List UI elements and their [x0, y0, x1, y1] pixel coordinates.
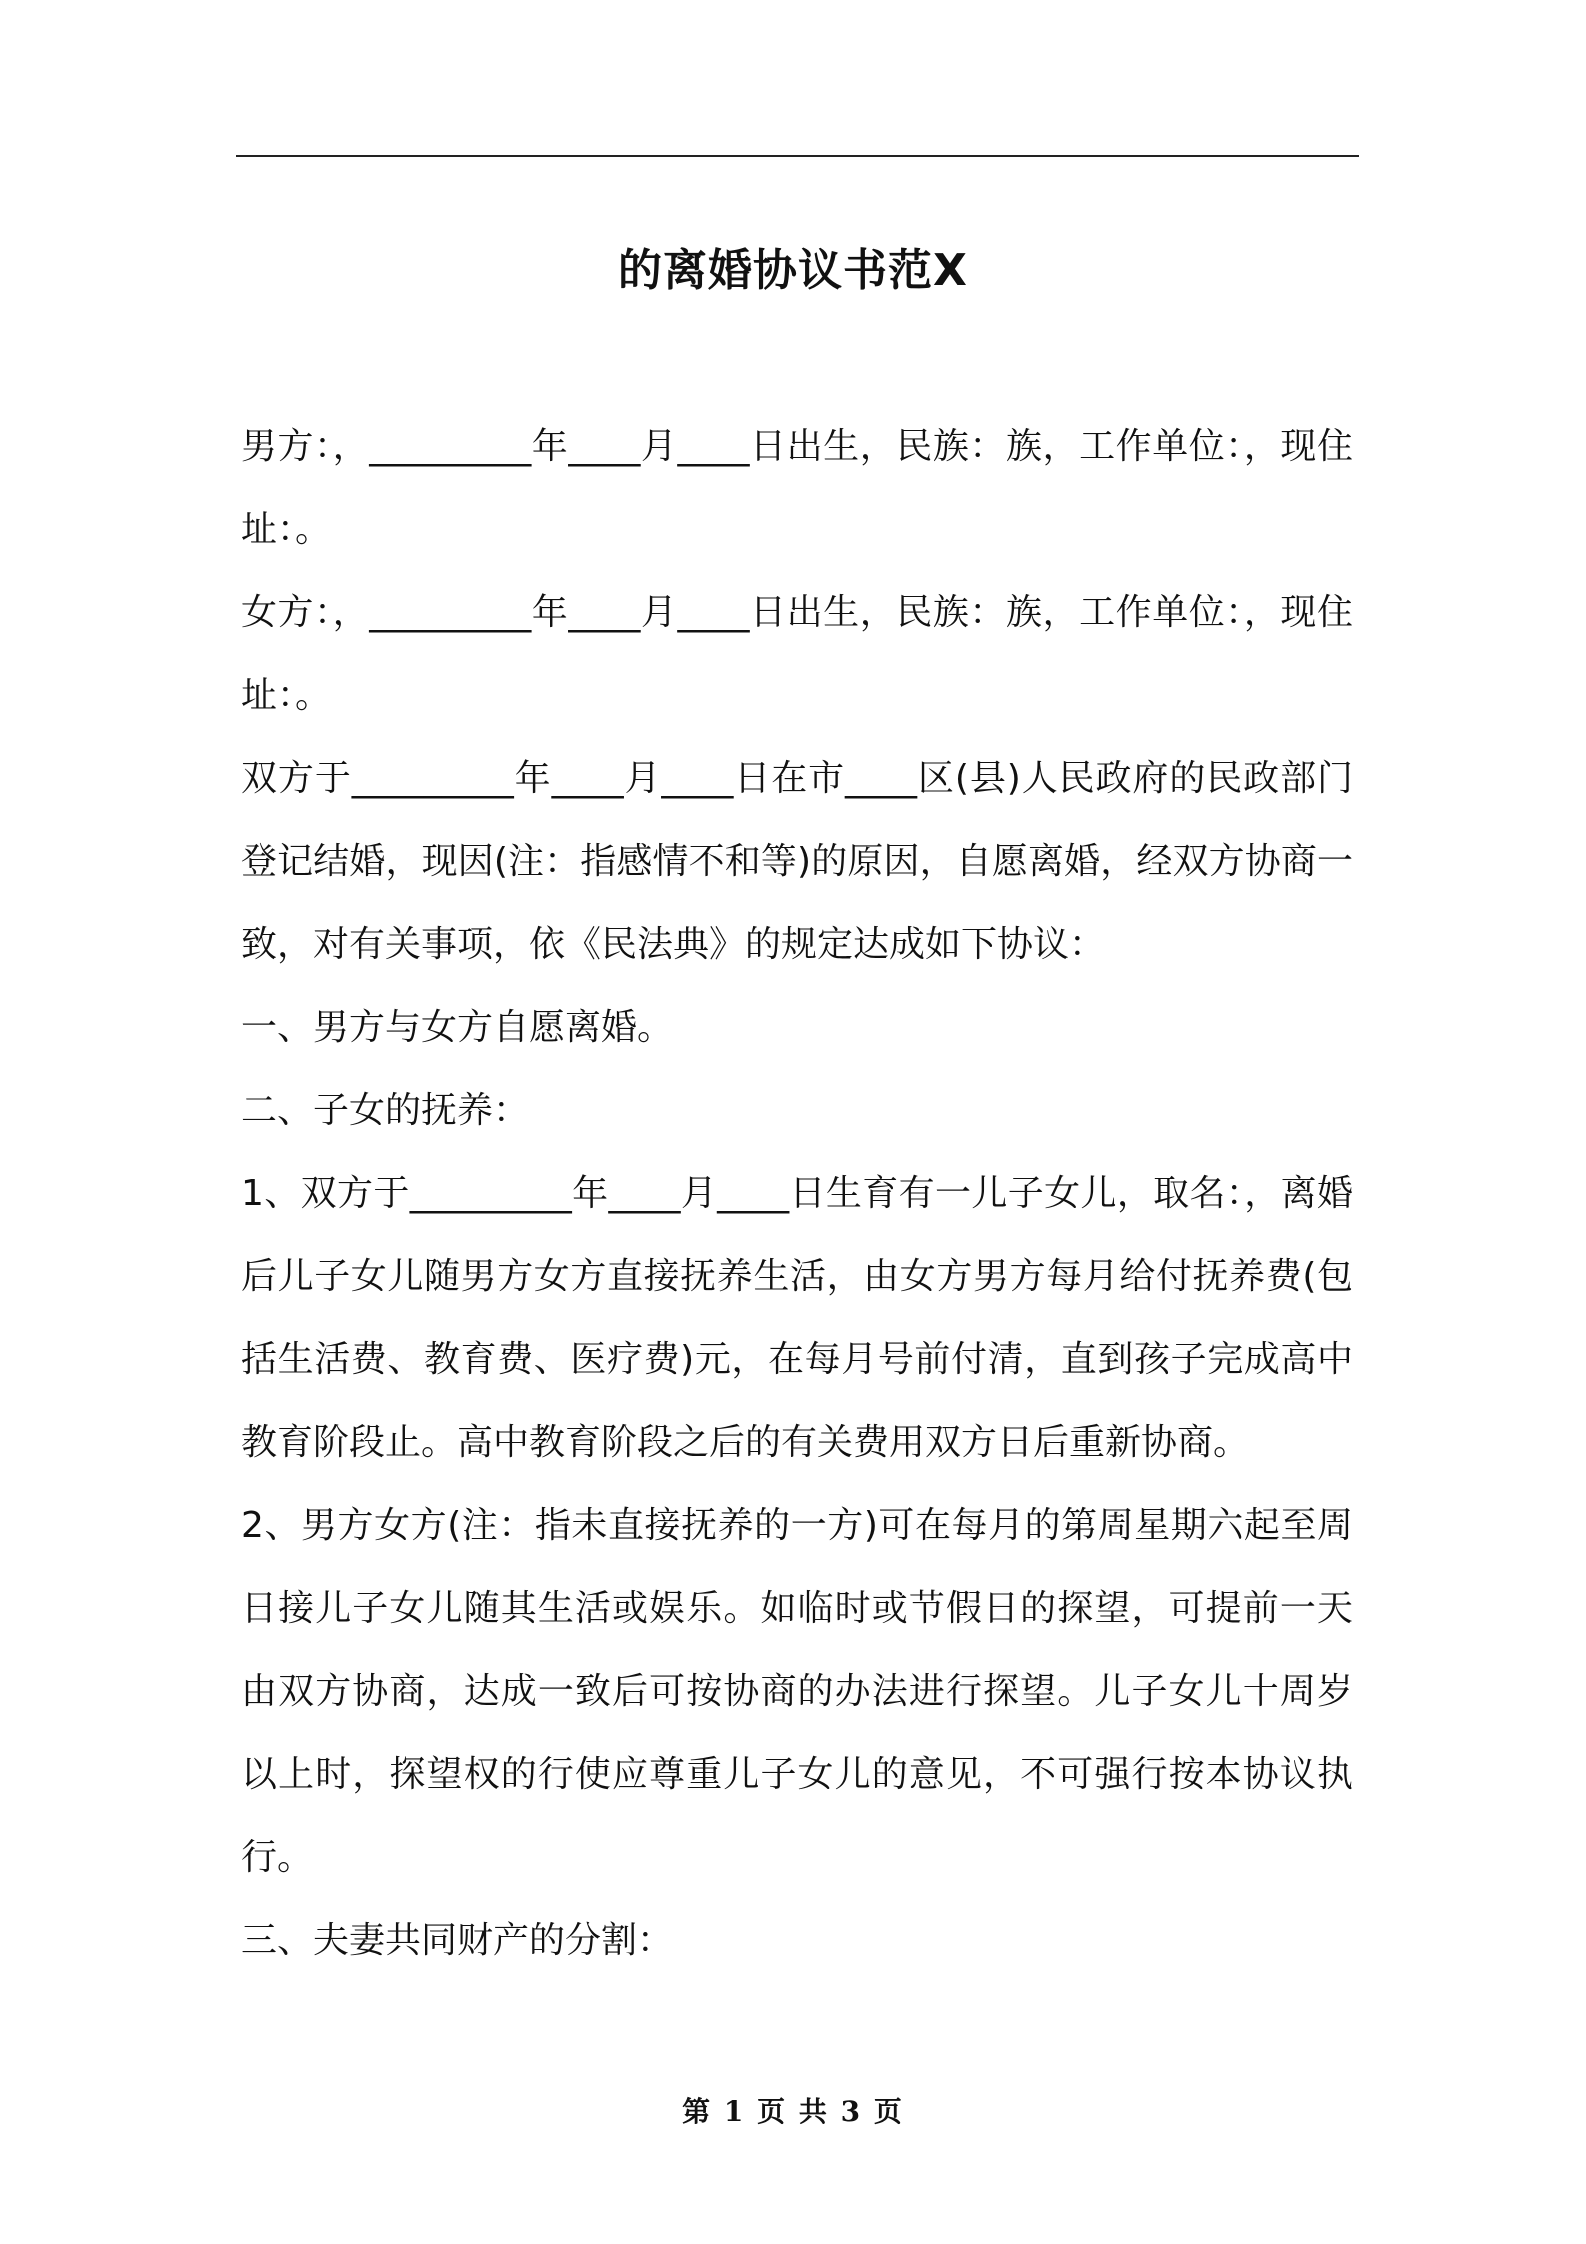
paragraph-marriage-registration: 双方于_________年____月____日在市____区(县)人民政府的民政部门登记结婚，现因(注：指感情不和等)的原因，自愿离婚，经双方协商一致，对有关事项，依《民法典》的规定达成如下协议：: [241, 758, 1353, 965]
page-number-footer: 第 1 页 共 3 页: [682, 2095, 904, 2128]
section-heading-1: 一、男方与女方自愿离婚。: [241, 1007, 674, 1048]
header-rule: [236, 155, 1359, 157]
paragraph-female-party: 女方：，_________年____月____日出生，民族：族，工作单位：，现住址：。: [241, 592, 1353, 716]
paragraph-male-party: 男方：，_________年____月____日出生，民族：族，工作单位：，现住址：。: [241, 426, 1353, 550]
section-heading-2: 二、子女的抚养：: [241, 1090, 530, 1131]
paragraph-child-custody: 1、双方于_________年____月____日生育有一儿子女儿，取名：，离婚后儿子女儿随男方女方直接抚养生活，由女方男方每月给付抚养费(包括生活费、教育费、医疗费)元，在每月号前付清，直到孩子完成高中教育阶段止。高中教育阶段之后的有关费用双方日后重新协商。: [241, 1173, 1353, 1463]
document-title: 的离婚协议书范X: [618, 245, 968, 297]
paragraph-visitation: 2、男方女方(注：指未直接抚养的一方)可在每月的第周星期六起至周日接儿子女儿随其生活或娱乐。如临时或节假日的探望，可提前一天由双方协商，达成一致后可按协商的办法进行探望。儿子女儿十周岁以上时，探望权的行使应尊重儿子女儿的意见，不可强行按本协议执行。: [241, 1505, 1353, 1878]
section-heading-3: 三、夫妻共同财产的分割：: [241, 1920, 674, 1961]
document-body: [241, 405, 1353, 1982]
